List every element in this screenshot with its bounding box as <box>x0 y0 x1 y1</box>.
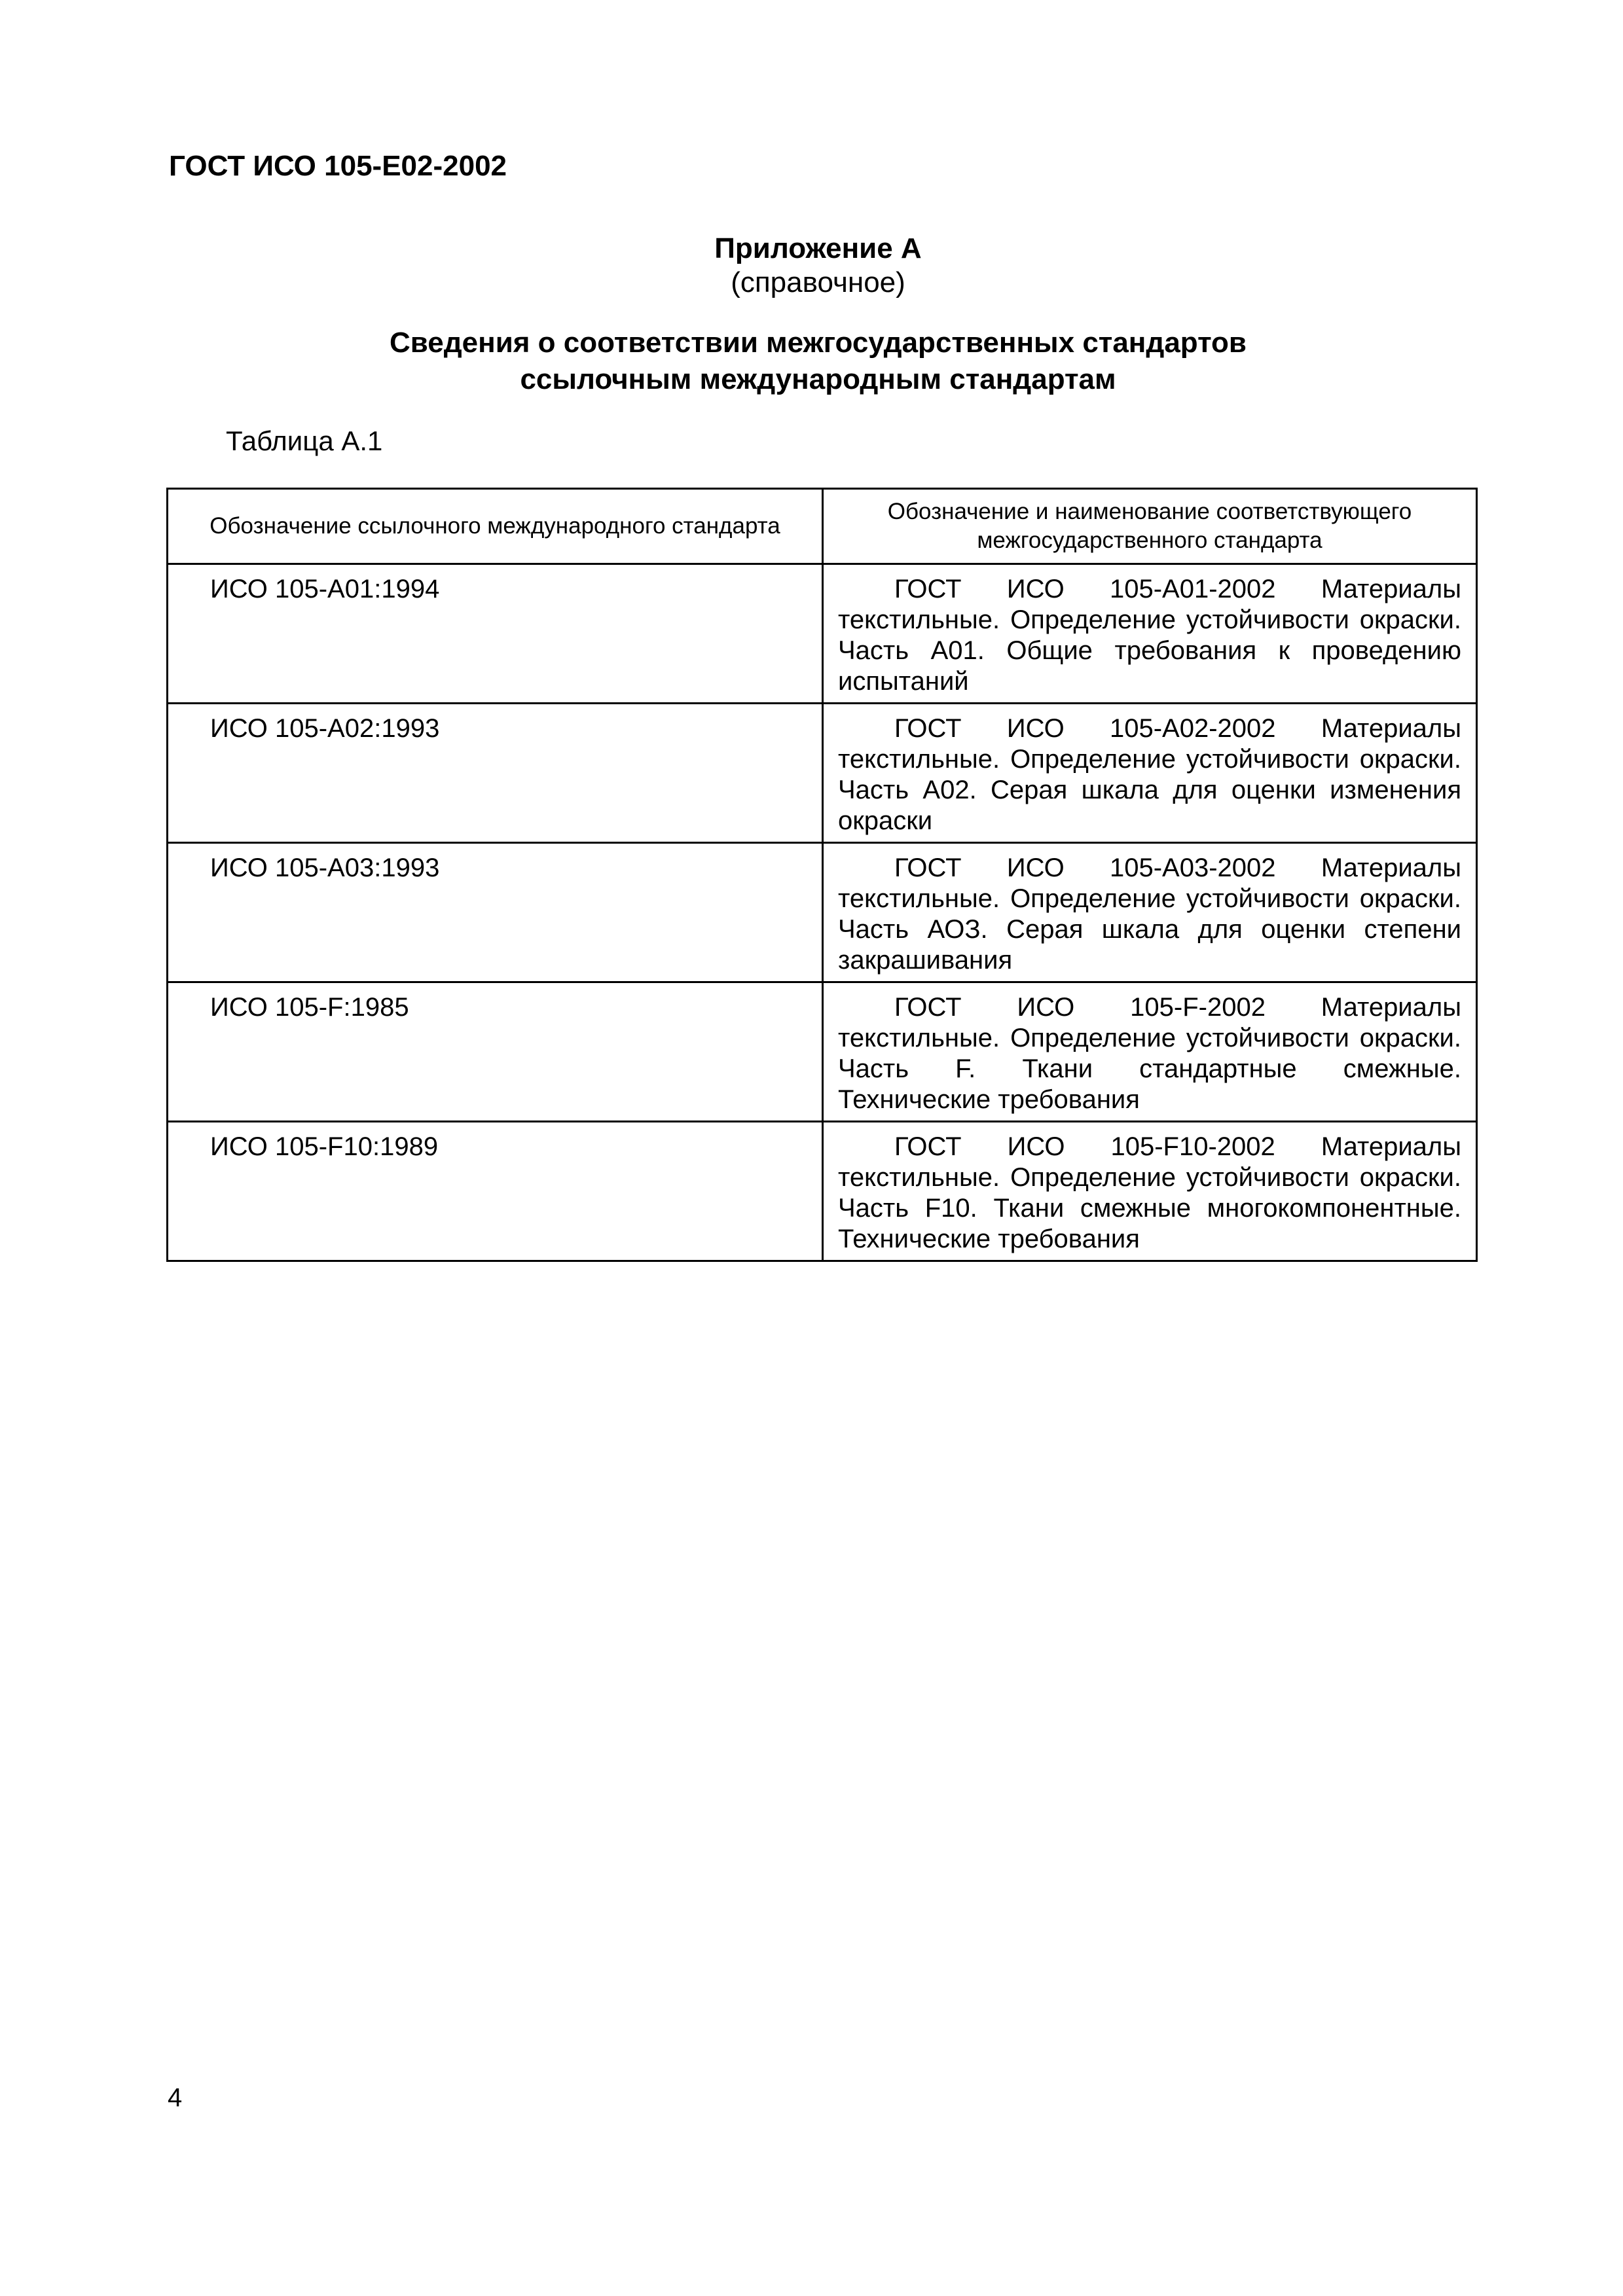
table-row <box>168 1122 1477 1261</box>
col-header-international: Обозначение ссылочного международного стандарта <box>168 489 823 564</box>
col-header-interstate-line-1: Обозначение и наименование соответствующего <box>887 499 1412 524</box>
iso-standard-cell: ИСО 105-А02:1993 <box>168 704 823 843</box>
gost-standard-cell: ГОСТ ИСО 105-А01-2002 Материалы текстильные. Определение устойчивости окраски. Часть А01. Общие требования к проведению испытаний <box>823 564 1477 704</box>
iso-standard-cell: ИСО 105-А01:1994 <box>168 564 823 704</box>
table-header-row <box>168 489 1477 564</box>
gost-standard-cell: ГОСТ ИСО 105-F-2002 Материалы текстильные. Определение устойчивости окраски. Часть F. Ткани стандартные смежные. Технические требования <box>823 982 1477 1122</box>
gost-standard-cell: ГОСТ ИСО 105-А03-2002 Материалы текстильные. Определение устойчивости окраски. Часть АОЗ. Серая шкала для оценки степени закрашивания <box>823 843 1477 982</box>
section-heading-line-1: Сведения о соответствии межгосударственных стандартов <box>390 327 1247 359</box>
iso-standard-cell: ИСО 105-F:1985 <box>168 982 823 1122</box>
table-caption: Таблица А.1 <box>226 425 383 456</box>
table-row <box>168 982 1477 1122</box>
page-number: 4 <box>168 2083 183 2112</box>
table-row <box>168 843 1477 982</box>
gost-standard-cell: ГОСТ ИСО 105-А02-2002 Материалы текстильные. Определение устойчивости окраски. Часть А02. Серая шкала для оценки изменения окраски <box>823 704 1477 843</box>
col-header-interstate-line-2: межгосударственного стандарта <box>977 528 1322 553</box>
annex-title: Приложение А <box>714 232 922 264</box>
gost-standard-cell: ГОСТ ИСО 105-F10-2002 Материалы текстильные. Определение устойчивости окраски. Часть F10. Ткани смежные многокомпонентные. Технические требования <box>823 1122 1477 1261</box>
section-heading <box>0 325 1623 398</box>
table-row <box>168 704 1477 843</box>
standards-table <box>166 488 1478 1262</box>
annex-subtitle: (справочное) <box>731 266 905 298</box>
iso-standard-cell: ИСО 105-F10:1989 <box>168 1122 823 1261</box>
col-header-interstate <box>823 489 1477 564</box>
document-code: ГОСТ ИСО 105-Е02-2002 <box>169 150 507 182</box>
table-row <box>168 564 1477 704</box>
iso-standard-cell: ИСО 105-А03:1993 <box>168 843 823 982</box>
section-heading-line-2: ссылочным международным стандартам <box>520 363 1116 395</box>
